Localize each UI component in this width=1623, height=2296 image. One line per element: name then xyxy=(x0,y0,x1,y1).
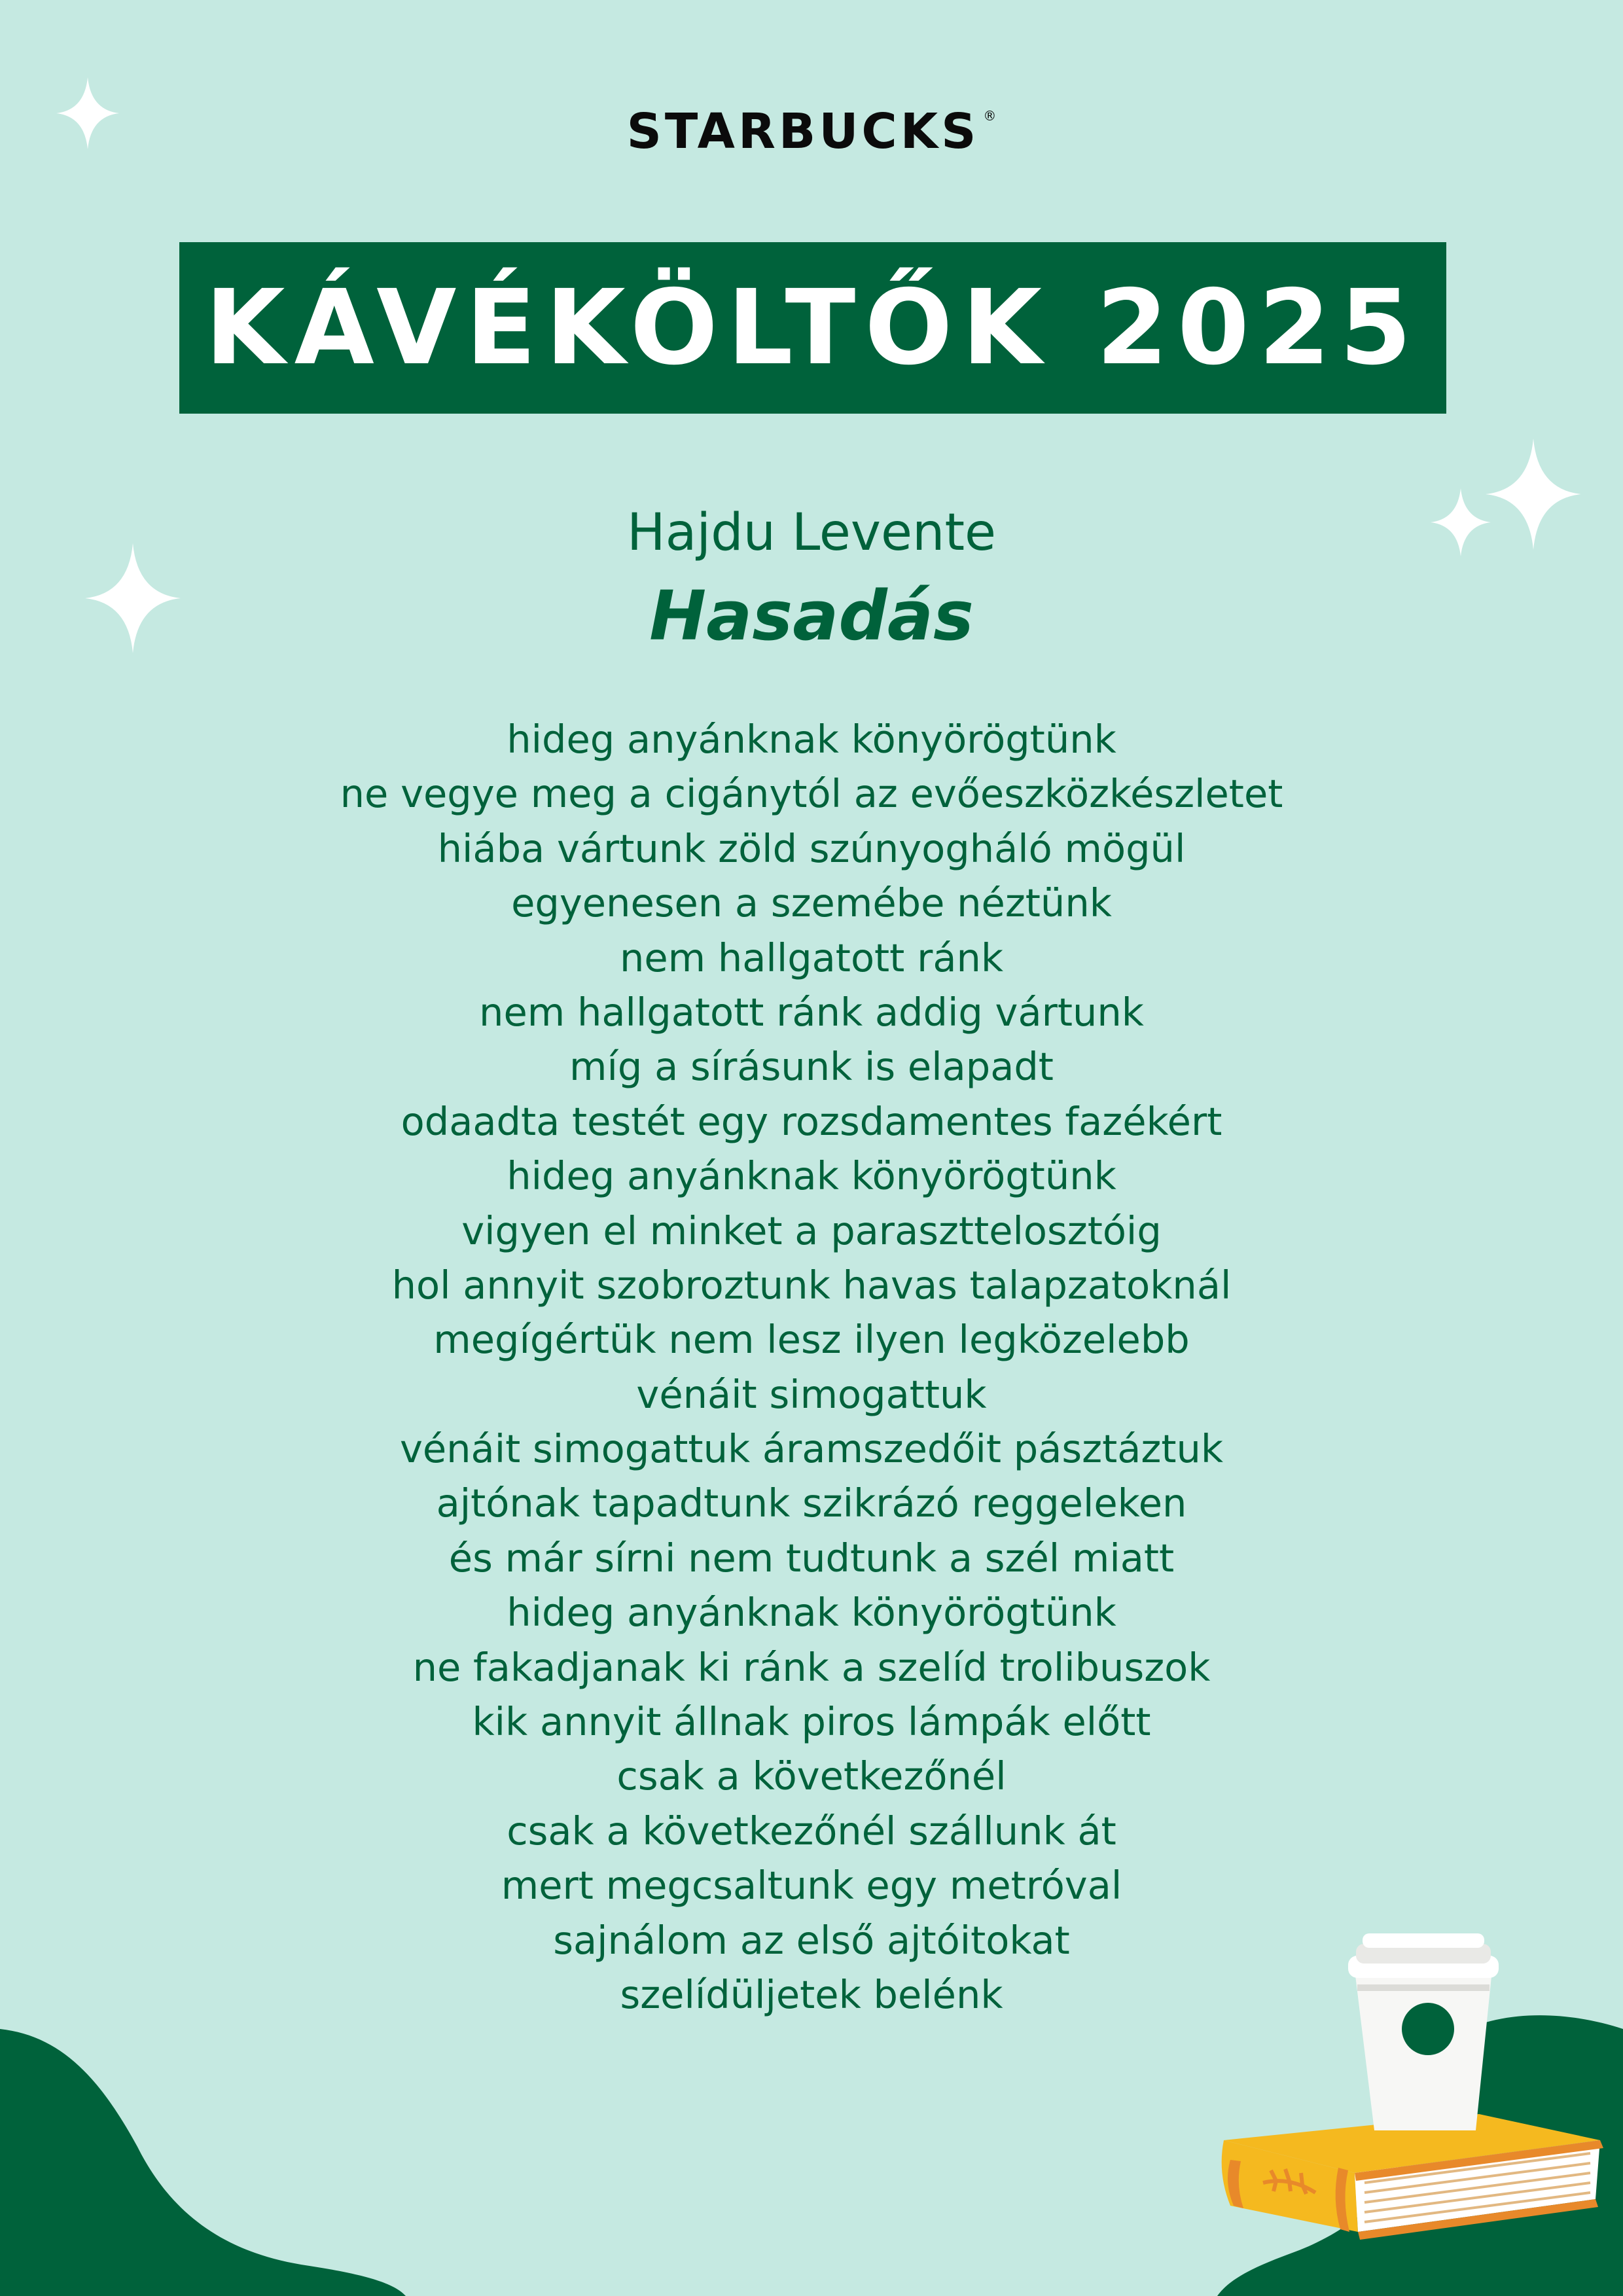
poem-line: megígértük nem lesz ilyen legközelebb xyxy=(433,1317,1190,1363)
coffee-cup-on-book-illustration xyxy=(1217,1924,1610,2291)
poem-line: vénáit simogattuk xyxy=(636,1371,987,1417)
title-banner xyxy=(179,242,1446,414)
banner-title: KÁVÉKÖLTŐK 2025 xyxy=(205,268,1421,388)
book-icon xyxy=(1222,2114,1603,2240)
poem-line: míg a sírásunk is elapadt xyxy=(569,1044,1054,1090)
poem-line: nem hallgatott ránk addig vártunk xyxy=(479,989,1144,1035)
poem-body xyxy=(0,712,1623,2022)
brand-wordmark: STARBUCKS xyxy=(626,103,980,160)
poem-line: hideg anyánknak könyörögtünk xyxy=(507,717,1116,762)
poem-line: ne vegye meg a cigánytól az evőeszközkészletet xyxy=(340,771,1283,817)
poem-line: sajnálom az első ajtóitokat xyxy=(553,1917,1070,1963)
poem-line: hideg anyánknak könyörögtünk xyxy=(507,1590,1116,1636)
starbucks-logo xyxy=(0,103,1623,160)
poem-line: mert megcsaltunk egy metróval xyxy=(501,1863,1122,1909)
poem-line: hiába vártunk zöld szúnyogháló mögül xyxy=(437,825,1186,871)
registered-mark: ® xyxy=(983,108,997,124)
poem-line: hol annyit szobroztunk havas talapzatoknál xyxy=(391,1262,1232,1308)
coffee-cup-icon xyxy=(1348,1933,1499,2130)
poem-line: ne fakadjanak ki ránk a szelíd trolibuszok xyxy=(412,1644,1211,1690)
poem-line: csak a következőnél xyxy=(616,1753,1007,1799)
poem-line: hideg anyánknak könyörögtünk xyxy=(507,1153,1116,1199)
poem-author: Hajdu Levente xyxy=(626,503,997,562)
poem-line: vénáit simogattuk áramszedőit pásztáztuk xyxy=(399,1426,1224,1472)
poem-line: kik annyit állnak piros lámpák előtt xyxy=(472,1699,1151,1745)
poem-line: egyenesen a szemébe néztünk xyxy=(511,880,1112,926)
poem-line: nem hallgatott ránk xyxy=(619,935,1004,980)
poem-line: ajtónak tapadtunk szikrázó reggeleken xyxy=(436,1480,1187,1526)
poem-line: szelídüljetek belénk xyxy=(620,1971,1003,2017)
green-wave-bottom-left xyxy=(0,2016,406,2296)
poem-title: Hasadás xyxy=(649,576,974,656)
poem-line: vigyen el minket a paraszttelosztóig xyxy=(461,1208,1162,1253)
poem-line: és már sírni nem tudtunk a szél miatt xyxy=(448,1535,1175,1581)
poem-line: odaadta testét egy rozsdamentes fazékért xyxy=(401,1098,1222,1144)
poem-line: csak a következőnél szállunk át xyxy=(507,1808,1116,1854)
